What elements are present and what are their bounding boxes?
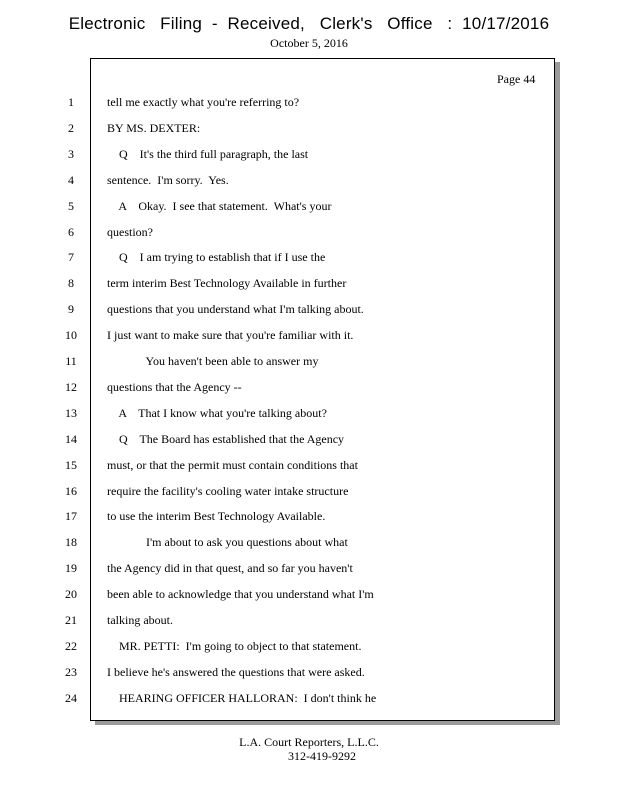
line-number: 22 [65,639,77,653]
line-number: 24 [65,691,77,705]
transcript-date: October 5, 2016 [270,36,348,50]
line-number: 3 [68,147,74,161]
line-number: 12 [65,380,77,394]
line-number: 7 [68,250,74,264]
transcript-line-text: I'm about to ask you questions about what [107,535,348,549]
line-number: 14 [65,432,77,446]
transcript-line-text: HEARING OFFICER HALLORAN: I don't think he [107,691,377,705]
transcript-line-text: tell me exactly what you're referring to? [107,95,300,109]
transcript-line-text: I believe he's answered the questions that were asked. [107,665,365,679]
transcript-line-text: A Okay. I see that statement. What's your [107,199,332,213]
line-number: 8 [68,276,74,290]
line-number: 18 [65,535,77,549]
line-number: 15 [65,458,77,472]
transcript-line-text: MR. PETTI: I'm going to object to that statement. [107,639,362,653]
transcript-line-text: You haven't been able to answer my [107,354,319,368]
transcript-line-text: A That I know what you're talking about? [107,406,327,420]
line-number: 19 [65,561,77,575]
transcript-line-text: questions that the Agency -- [107,380,242,394]
transcript-line-text: talking about. [107,613,173,627]
line-number: 17 [65,509,77,523]
transcript-line-text: been able to acknowledge that you understand what I'm [107,587,374,601]
transcript-line-text: BY MS. DEXTER: [107,121,201,135]
transcript-line-text: Q The Board has established that the Agency [107,432,345,446]
transcript-line-text: to use the interim Best Technology Available. [107,509,326,523]
transcript-line-text: require the facility's cooling water intake structure [107,484,349,498]
line-number: 2 [68,121,74,135]
transcript-line-text: question? [107,225,153,239]
line-number: 11 [65,354,77,368]
transcript-line-text: I just want to make sure that you're familiar with it. [107,328,354,342]
transcript-line-text: must, or that the permit must contain conditions that [107,458,358,472]
transcript-line-text: term interim Best Technology Available in further [107,276,347,290]
line-number: 23 [65,665,77,679]
line-number: 10 [65,328,77,342]
line-number: 9 [68,302,74,316]
footer-phone: 312-419-9292 [288,749,356,763]
transcript-line-text: the Agency did in that quest, and so far you haven't [107,561,353,575]
line-number: 21 [65,613,77,627]
filing-stamp: Electronic Filing - Received, Clerk's Office : 10/17/2016 [68,14,550,33]
footer-company: L.A. Court Reporters, L.L.C. [239,735,379,749]
line-number: 1 [68,95,74,109]
transcript-line-text: sentence. I'm sorry. Yes. [107,173,229,187]
line-number: 4 [68,173,74,187]
transcript-line-text: Q I am trying to establish that if I use the [107,250,326,264]
transcript-line-text: Q It's the third full paragraph, the last [107,147,309,161]
line-number: 6 [68,225,74,239]
transcript-line-text: questions that you understand what I'm talking about. [107,302,364,316]
line-number: 13 [65,406,77,420]
line-number: 16 [65,484,77,498]
page-number: Page 44 [497,72,536,86]
line-number: 5 [68,199,74,213]
line-number: 20 [65,587,77,601]
